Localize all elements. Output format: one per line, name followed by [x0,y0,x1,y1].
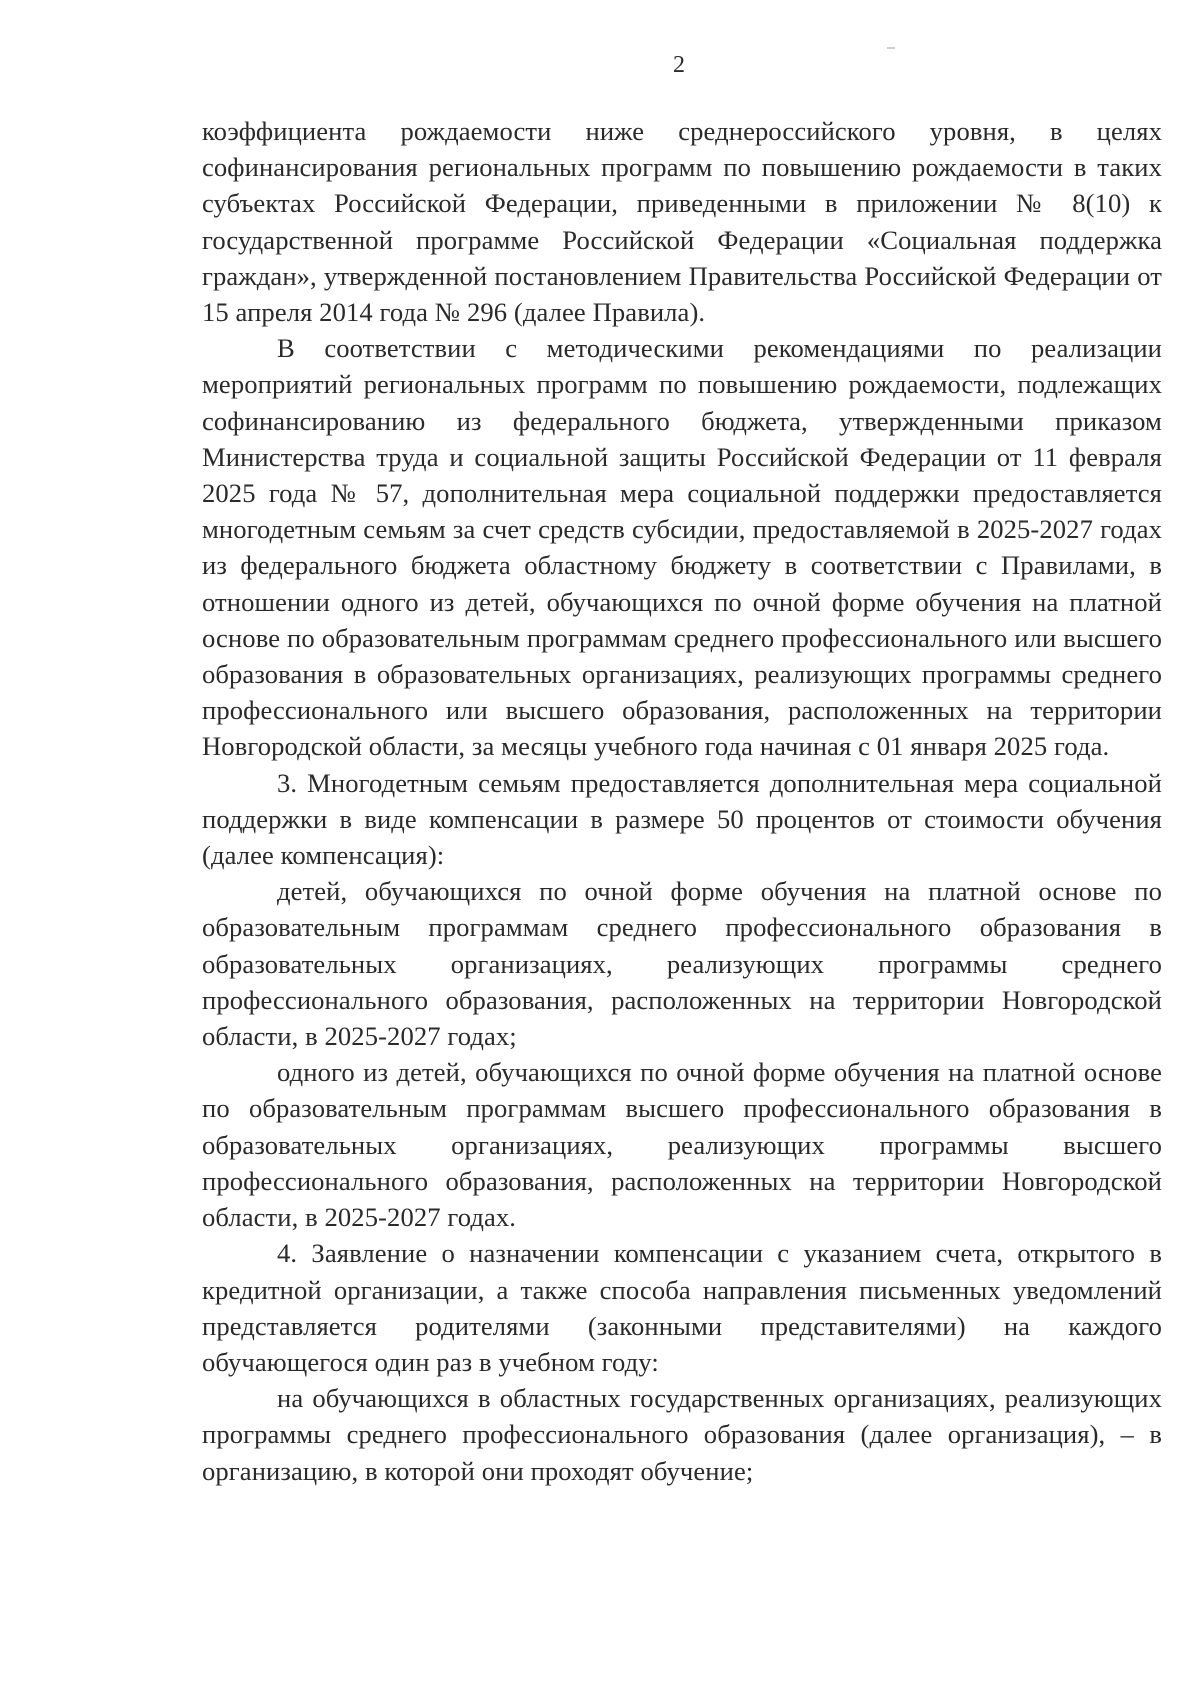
page-number: 2 [673,52,685,78]
paragraph-secondary-professional-education: детей, обучающихся по очной форме обучения на платной основе по образовательным программам среднего профессионального образования в образовательных организациях, реализующих программы среднего профессионального образования, расположенных на территории Новгородской области, в 2025-2027 годах; [202,876,1162,1052]
paragraph-regional-organizations: на обучающихся в областных государственных организациях, реализующих программы среднего профессионального образования (далее организация), – в организацию, в которой они проходят обучение; [202,1383,1162,1486]
paragraph-higher-education: одного из детей, обучающихся по очной форме обучения на платной основе по образовательным программам высшего профессионального образования в образовательных организациях, реализующих программы высшего профессионального образования, расположенных на территории Новгородской области, в 2025-2027 годах. [202,1057,1162,1233]
paragraph-item-3-compensation: 3. Многодетным семьям предоставляется дополнительная мера социальной поддержки в виде компенсации в размере 50 процентов от стоимости обучения (далее компенсация): [202,767,1162,871]
paragraph-item-4-application: 4. Заявление о назначении компенсации с указанием счета, открытого в кредитной организации, а также способа направления письменных уведомлений представляется родителями (законными представителями) на каждого обучающегося один раз в учебном году: [202,1238,1162,1377]
paragraph-methodological-recommendations: В соответствии с методическими рекомендациями по реализации мероприятий региональных программ по повышению рождаемости, подлежащих софинансированию из федерального бюджета, утвержденными приказом Министерства труда и социальной защиты Российской Федерации от 11 февраля 2025 года № 57, дополнительная мера социальной поддержки предоставляется многодетным семьям за счет средств субсидии, предоставляемой в 2025-2027 годах из федерального бюджета областному бюджету в соответствии с Правилами, в отношении одного из детей, обучающихся по очной форме обучения на платной основе по образовательным программам среднего профессионального или высшего образования в образовательных организациях, реализующих программы среднего профессионального или высшего образования, расположенных на территории Новгородской области, за месяцы учебного года начиная с 01 января 2025 года. [202,333,1162,762]
paragraph-continuation: коэффициента рождаемости ниже среднероссийского уровня, в целях софинансирования региональных программ по повышению рождаемости в таких субъектах Российской Федерации, приведенными в приложении № 8(10) к государственной программе Российской Федерации «Социальная поддержка граждан», утвержденной постановлением Правительства Российской Федерации от 15 апреля 2014 года № 296 (далее Правила). [202,116,1162,328]
scan-speck [887,47,895,49]
document-body [202,113,1162,1489]
